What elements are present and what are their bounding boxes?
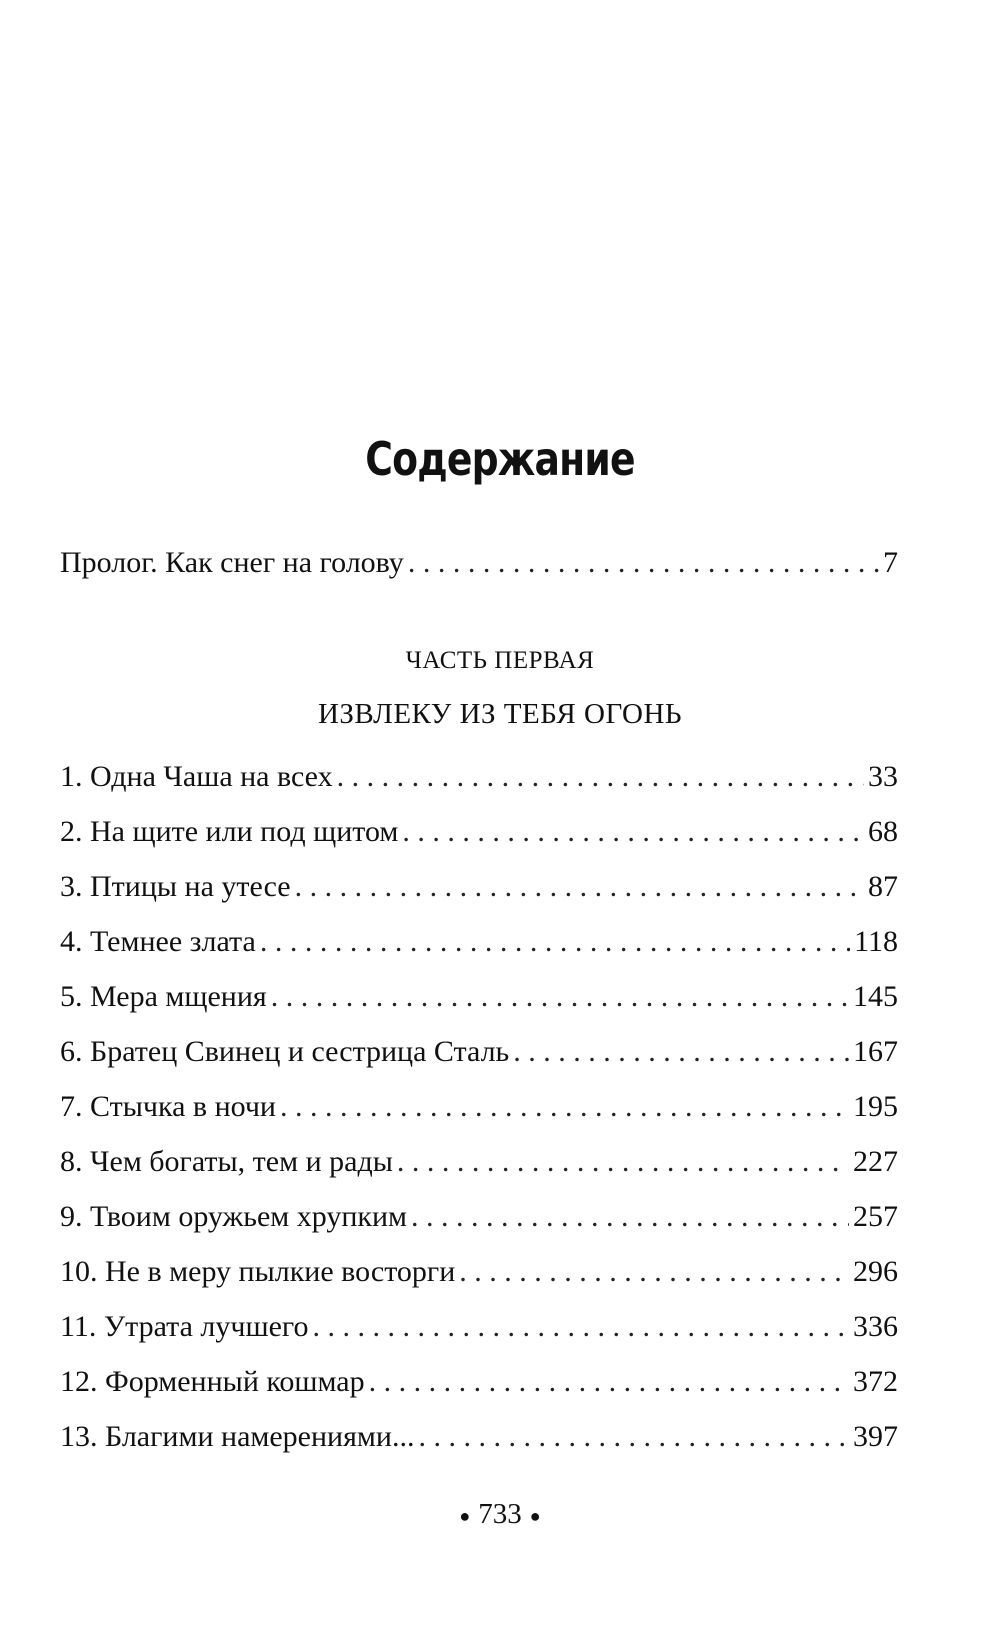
toc-entry [60, 817, 898, 847]
toc-entry-page: 7 [883, 546, 898, 579]
toc-entry-page: 257 [853, 1200, 898, 1233]
toc-entry [60, 1202, 898, 1232]
toc-entry-page: 87 [868, 870, 898, 903]
part-title: ИЗВЛЕКУ ИЗ ТЕБЯ ОГОНЬ [317, 698, 683, 730]
toc-entry-label: 11. Утрата лучшего [60, 1310, 309, 1343]
toc-entry [60, 1037, 898, 1067]
toc-entry-label: 3. Птицы на утесе [60, 870, 291, 903]
page-number-value: 733 [478, 1498, 522, 1530]
toc-leader-dots [337, 762, 864, 792]
toc-entry-label: Пролог. Как снег на голову [60, 546, 404, 579]
toc-entry-page: 167 [853, 1035, 898, 1068]
toc-entry [60, 1367, 898, 1397]
toc-entry-page: 227 [853, 1145, 898, 1178]
toc-entry-page: 118 [854, 925, 898, 958]
toc-entry [60, 1092, 898, 1122]
part-label: ЧАСТЬ ПЕРВАЯ [405, 647, 595, 674]
toc-entry-label: 13. Благими намерениями... [60, 1420, 415, 1453]
toc-entry-label: 1. Одна Чаша на всех [60, 760, 333, 793]
toc-leader-dots [513, 1037, 849, 1067]
toc-entry [60, 872, 898, 902]
page-title: Содержание [365, 432, 635, 486]
toc-leader-dots [295, 872, 864, 902]
toc-entry-label: 10. Не в меру пылкие восторги [60, 1255, 456, 1288]
toc-leader-dots [312, 1312, 849, 1342]
toc-leader-dots [280, 1092, 849, 1122]
toc-leader-dots [397, 1147, 849, 1177]
toc-leader-dots [369, 1367, 849, 1397]
toc-entry-page: 296 [853, 1255, 898, 1288]
toc-leader-dots [260, 927, 850, 957]
toc-leader-dots [411, 1202, 849, 1232]
toc-entry-label: 6. Братец Свинец и сестрица Сталь [60, 1035, 510, 1068]
toc-entry-label: 9. Твоим оружьем хрупким [60, 1200, 408, 1233]
toc-leader-dots [408, 548, 879, 578]
toc-leader-dots [271, 982, 849, 1012]
bullet-icon: ● [529, 1506, 541, 1527]
toc-entry-page: 195 [853, 1090, 898, 1123]
toc-entry [60, 1257, 898, 1287]
toc-entry-label: 4. Темнее злата [60, 925, 256, 958]
toc-entry-label: 5. Мера мщения [60, 980, 267, 1013]
toc-entry-prologue [60, 548, 898, 578]
toc-entry-page: 145 [853, 980, 898, 1013]
toc-entry-page: 68 [868, 815, 898, 848]
toc-entry-label: 8. Чем богаты, тем и рады [60, 1145, 393, 1178]
toc-leader-dots [459, 1257, 849, 1287]
toc-leader-dots [418, 1422, 849, 1452]
toc-leader-dots [402, 817, 864, 847]
toc-entry-label: 2. На щите или под щитом [60, 815, 399, 848]
toc-entry-page: 372 [853, 1365, 898, 1398]
toc-entry [60, 982, 898, 1012]
toc-entry [60, 927, 898, 957]
toc-entry-page: 397 [853, 1420, 898, 1453]
toc-entry-label: 12. Форменный кошмар [60, 1365, 365, 1398]
toc-entry [60, 762, 898, 792]
toc-entry-page: 336 [853, 1310, 898, 1343]
toc-entry [60, 1147, 898, 1177]
toc-entry [60, 1312, 898, 1342]
bullet-icon: ● [459, 1506, 471, 1527]
toc-entry-page: 33 [868, 760, 898, 793]
toc-entry [60, 1422, 898, 1452]
page-number [0, 1500, 1000, 1529]
toc-entry-label: 7. Стычка в ночи [60, 1090, 276, 1123]
